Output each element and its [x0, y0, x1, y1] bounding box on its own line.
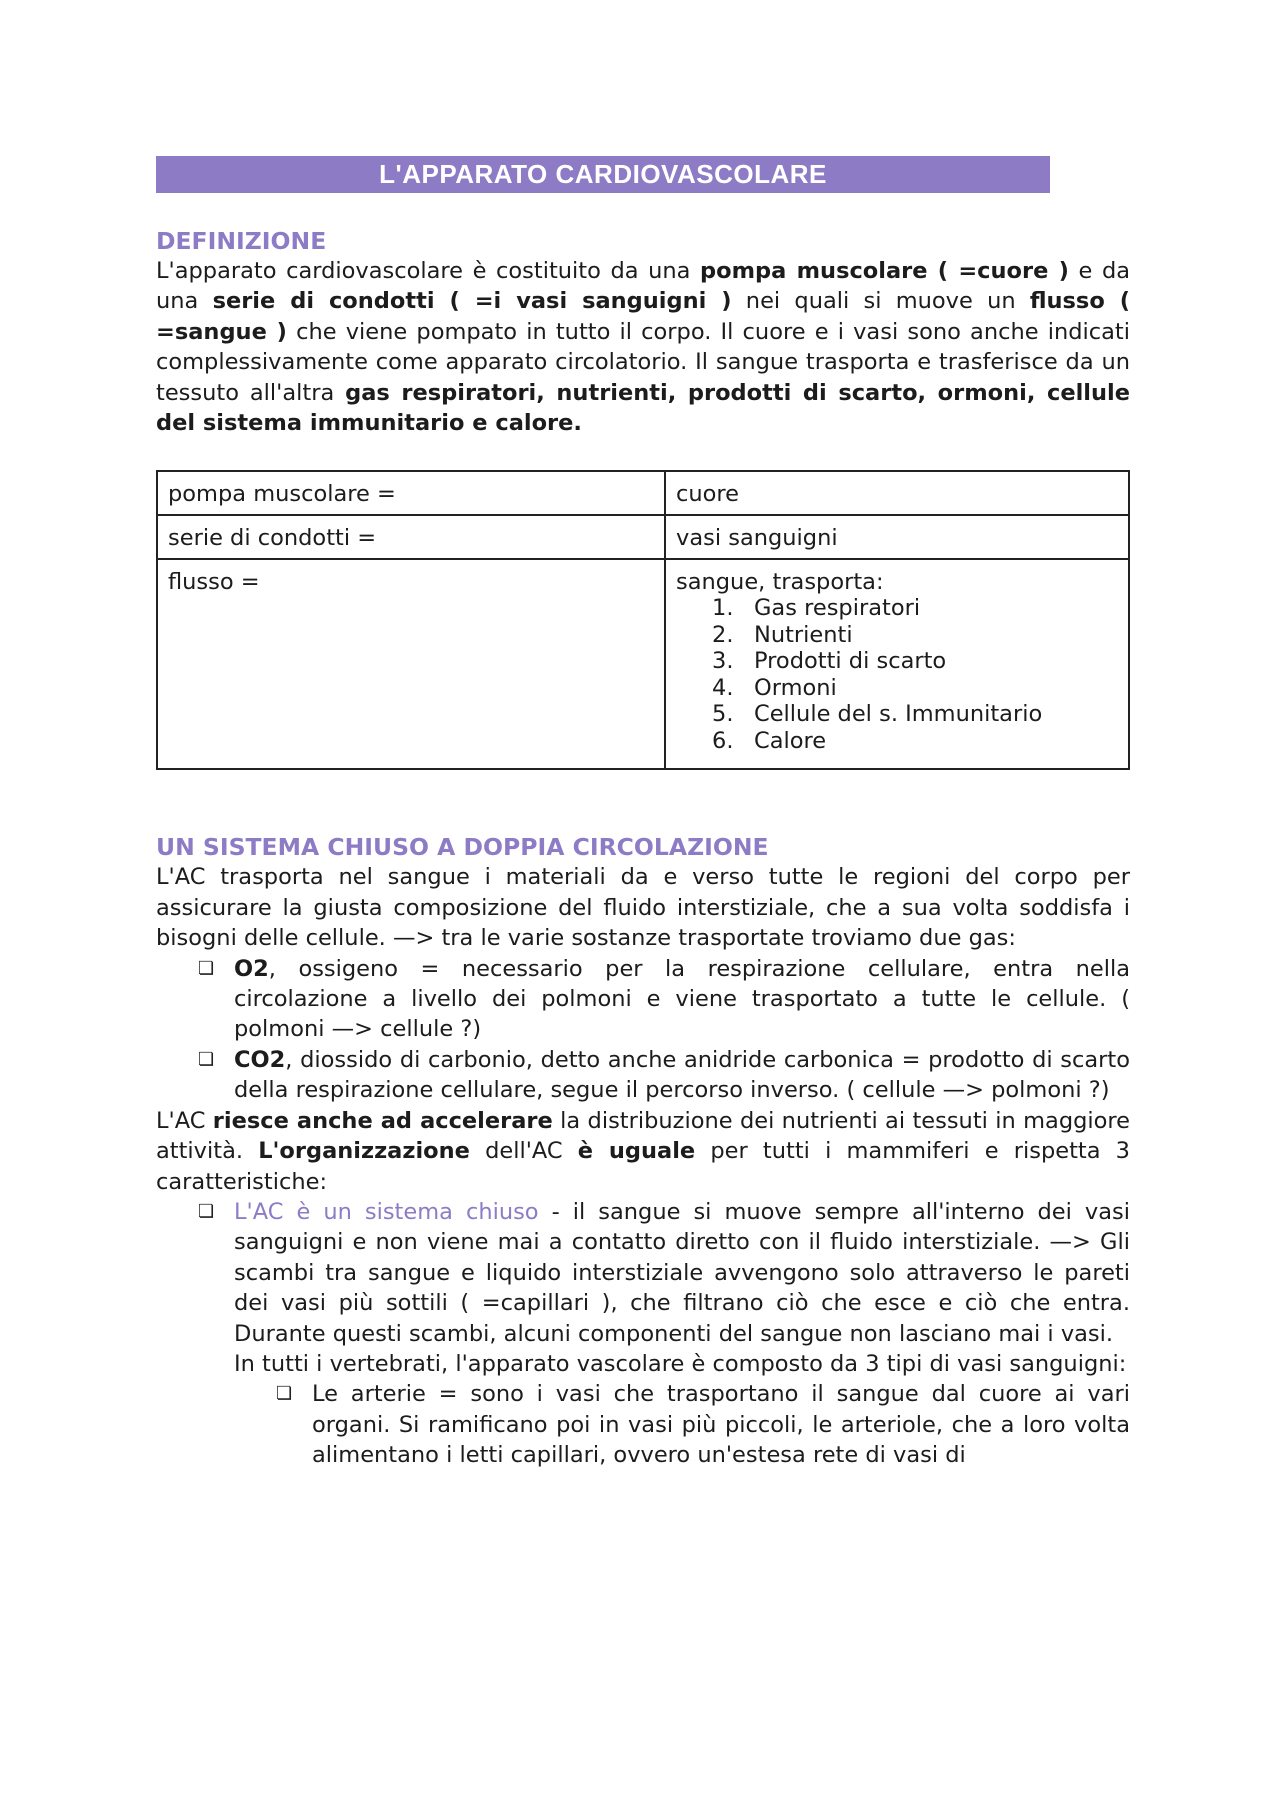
table-cell: pompa muscolare =	[157, 471, 665, 515]
list-item	[712, 728, 1118, 755]
text-segment-bold: flusso ( =sangue )	[156, 288, 1130, 345]
text-segment: dell'AC	[469, 1138, 578, 1165]
table-cell: vasi sanguigni	[665, 515, 1129, 559]
list-number: 1.	[712, 595, 734, 622]
sistema-heading: UN SISTEMA CHIUSO A DOPPIA CIRCOLAZIONE	[156, 833, 769, 862]
definition-table	[156, 470, 1130, 770]
list-item	[712, 675, 1118, 702]
characteristics-list	[156, 1197, 1130, 1471]
text-segment: nei quali si muove un	[731, 288, 1030, 315]
text-segment-bold: serie di condotti ( =i vasi sanguigni )	[212, 288, 732, 315]
table-cell-text: sangue, trasporta:	[676, 569, 884, 596]
table-row	[157, 515, 1129, 559]
text-segment-bold: pompa muscolare ( =cuore )	[700, 258, 1069, 284]
list-text: Ormoni	[754, 674, 837, 701]
characteristic-paragraph: In tutti i vertebrati, l'apparato vascolare è composto da 3 tipi di vasi sanguigni:	[234, 1350, 1127, 1377]
page-title: L'APPARATO CARDIOVASCOLARE	[156, 156, 1050, 193]
definizione-paragraph	[156, 256, 1130, 438]
gas-item-text	[234, 954, 1130, 1045]
gas-description: , diossido di carbonio, detto anche anidride carbonica = prodotto di scarto della respirazione cellulare, segue il percorso inverso. ( cellule —> polmoni ?)	[234, 1046, 1130, 1104]
list-text: Prodotti di scarto	[754, 648, 947, 675]
list-text: Gas respiratori	[754, 595, 921, 622]
list-number: 3.	[712, 648, 734, 675]
gas-description: , ossigeno = necessario per la respirazione cellulare, entra nella circolazione a livello dei polmoni e viene trasportato a tutte le cellule. ( polmoni —> cellule ?)	[234, 955, 1130, 1043]
text-segment: L'apparato cardiovascolare è costituito da una	[156, 258, 701, 284]
checkbox-icon: ❏	[198, 1200, 215, 1222]
gas-name: CO2	[234, 1046, 286, 1073]
list-number: 4.	[712, 674, 734, 701]
content	[156, 226, 1130, 1471]
text-segment-bold: gas respiratori, nutrienti, prodotti di scarto, ormoni, cellule del sistema immunitario e calore.	[156, 379, 1130, 437]
list-number: 2.	[712, 621, 734, 648]
table-cell	[665, 559, 1129, 769]
table-cell: flusso =	[157, 559, 665, 769]
table-row	[157, 471, 1129, 515]
text-segment: che viene pompato in tutto il corpo. Il cuore e i vasi sono anche indicati complessivamente come apparato circolatorio. Il sangue trasporta e trasferisce da un tessuto all'altra	[156, 318, 1130, 406]
checkbox-icon: ❏	[276, 1383, 293, 1405]
definizione-heading: DEFINIZIONE	[156, 227, 327, 255]
characteristic-label: L'AC è un sistema chiuso	[234, 1198, 539, 1225]
characteristic-description: - il sangue si muove sempre all'interno dei vasi sanguigni e non viene mai a contatto diretto con il fluido interstiziale. —> Gli scambi tra sangue e liquido interstiziale avvengono solo attraverso le pareti dei vasi più sottili ( =capillari ), che filtrano ciò che esce e ciò che entra. Durante questi scambi, alcuni componenti del sangue non lasciano mai i vasi.	[234, 1198, 1130, 1347]
vessel-text: Le arterie = sono i vasi che trasportano il sangue dal cuore ai vari organi. Si ramificano poi in vasi più piccoli, le arteriole, che a loro volta alimentano i letti capillari, ovvero un'estesa rete di vasi di	[312, 1381, 1130, 1469]
list-item	[712, 701, 1118, 728]
list-item	[712, 595, 1118, 622]
list-text: Nutrienti	[754, 621, 853, 648]
sistema-paragraph-2	[156, 1106, 1130, 1197]
text-segment: e da una	[156, 258, 1131, 315]
text-segment-bold: riesce anche ad accelerare	[212, 1107, 553, 1134]
list-item	[712, 648, 1118, 675]
list-item	[198, 1045, 1130, 1106]
sistema-intro: L'AC trasporta nel sangue i materiali da e verso tutte le regioni del corpo per assicurare la giusta composizione del fluido interstiziale, che a sua volta soddisfa i bisogni delle cellule. —> tra le varie sostanze trasportate troviamo due gas:	[156, 864, 1130, 952]
characteristic-text	[234, 1197, 1130, 1349]
list-item	[712, 622, 1118, 649]
text-segment: la distribuzione dei nutrienti ai tessuti in maggiore attività.	[156, 1107, 1130, 1165]
text-segment: L'AC	[156, 1107, 213, 1134]
vessel-list	[234, 1379, 1130, 1470]
list-item	[198, 954, 1130, 1045]
table-cell: cuore	[665, 471, 1129, 515]
list-item	[198, 1197, 1130, 1471]
list-text: Calore	[754, 727, 827, 754]
gas-name: O2	[234, 955, 269, 982]
list-item	[276, 1379, 1130, 1470]
gas-list	[156, 954, 1130, 1106]
table-cell: serie di condotti =	[157, 515, 665, 559]
table-row	[157, 559, 1129, 769]
text-segment-bold: L'organizzazione	[258, 1138, 470, 1165]
list-text: Cellule del s. Immunitario	[754, 701, 1043, 728]
list-number: 6.	[712, 727, 734, 754]
checkbox-icon: ❏	[198, 1048, 215, 1070]
text-segment: per tutti i mammiferi e rispetta 3 caratteristiche:	[156, 1138, 1130, 1195]
text-segment-bold: è uguale	[577, 1138, 696, 1165]
list-number: 5.	[712, 701, 734, 728]
sistema-section	[156, 832, 1130, 1470]
gas-item-text	[234, 1045, 1130, 1106]
transport-list	[676, 595, 1118, 754]
checkbox-icon: ❏	[198, 957, 215, 979]
